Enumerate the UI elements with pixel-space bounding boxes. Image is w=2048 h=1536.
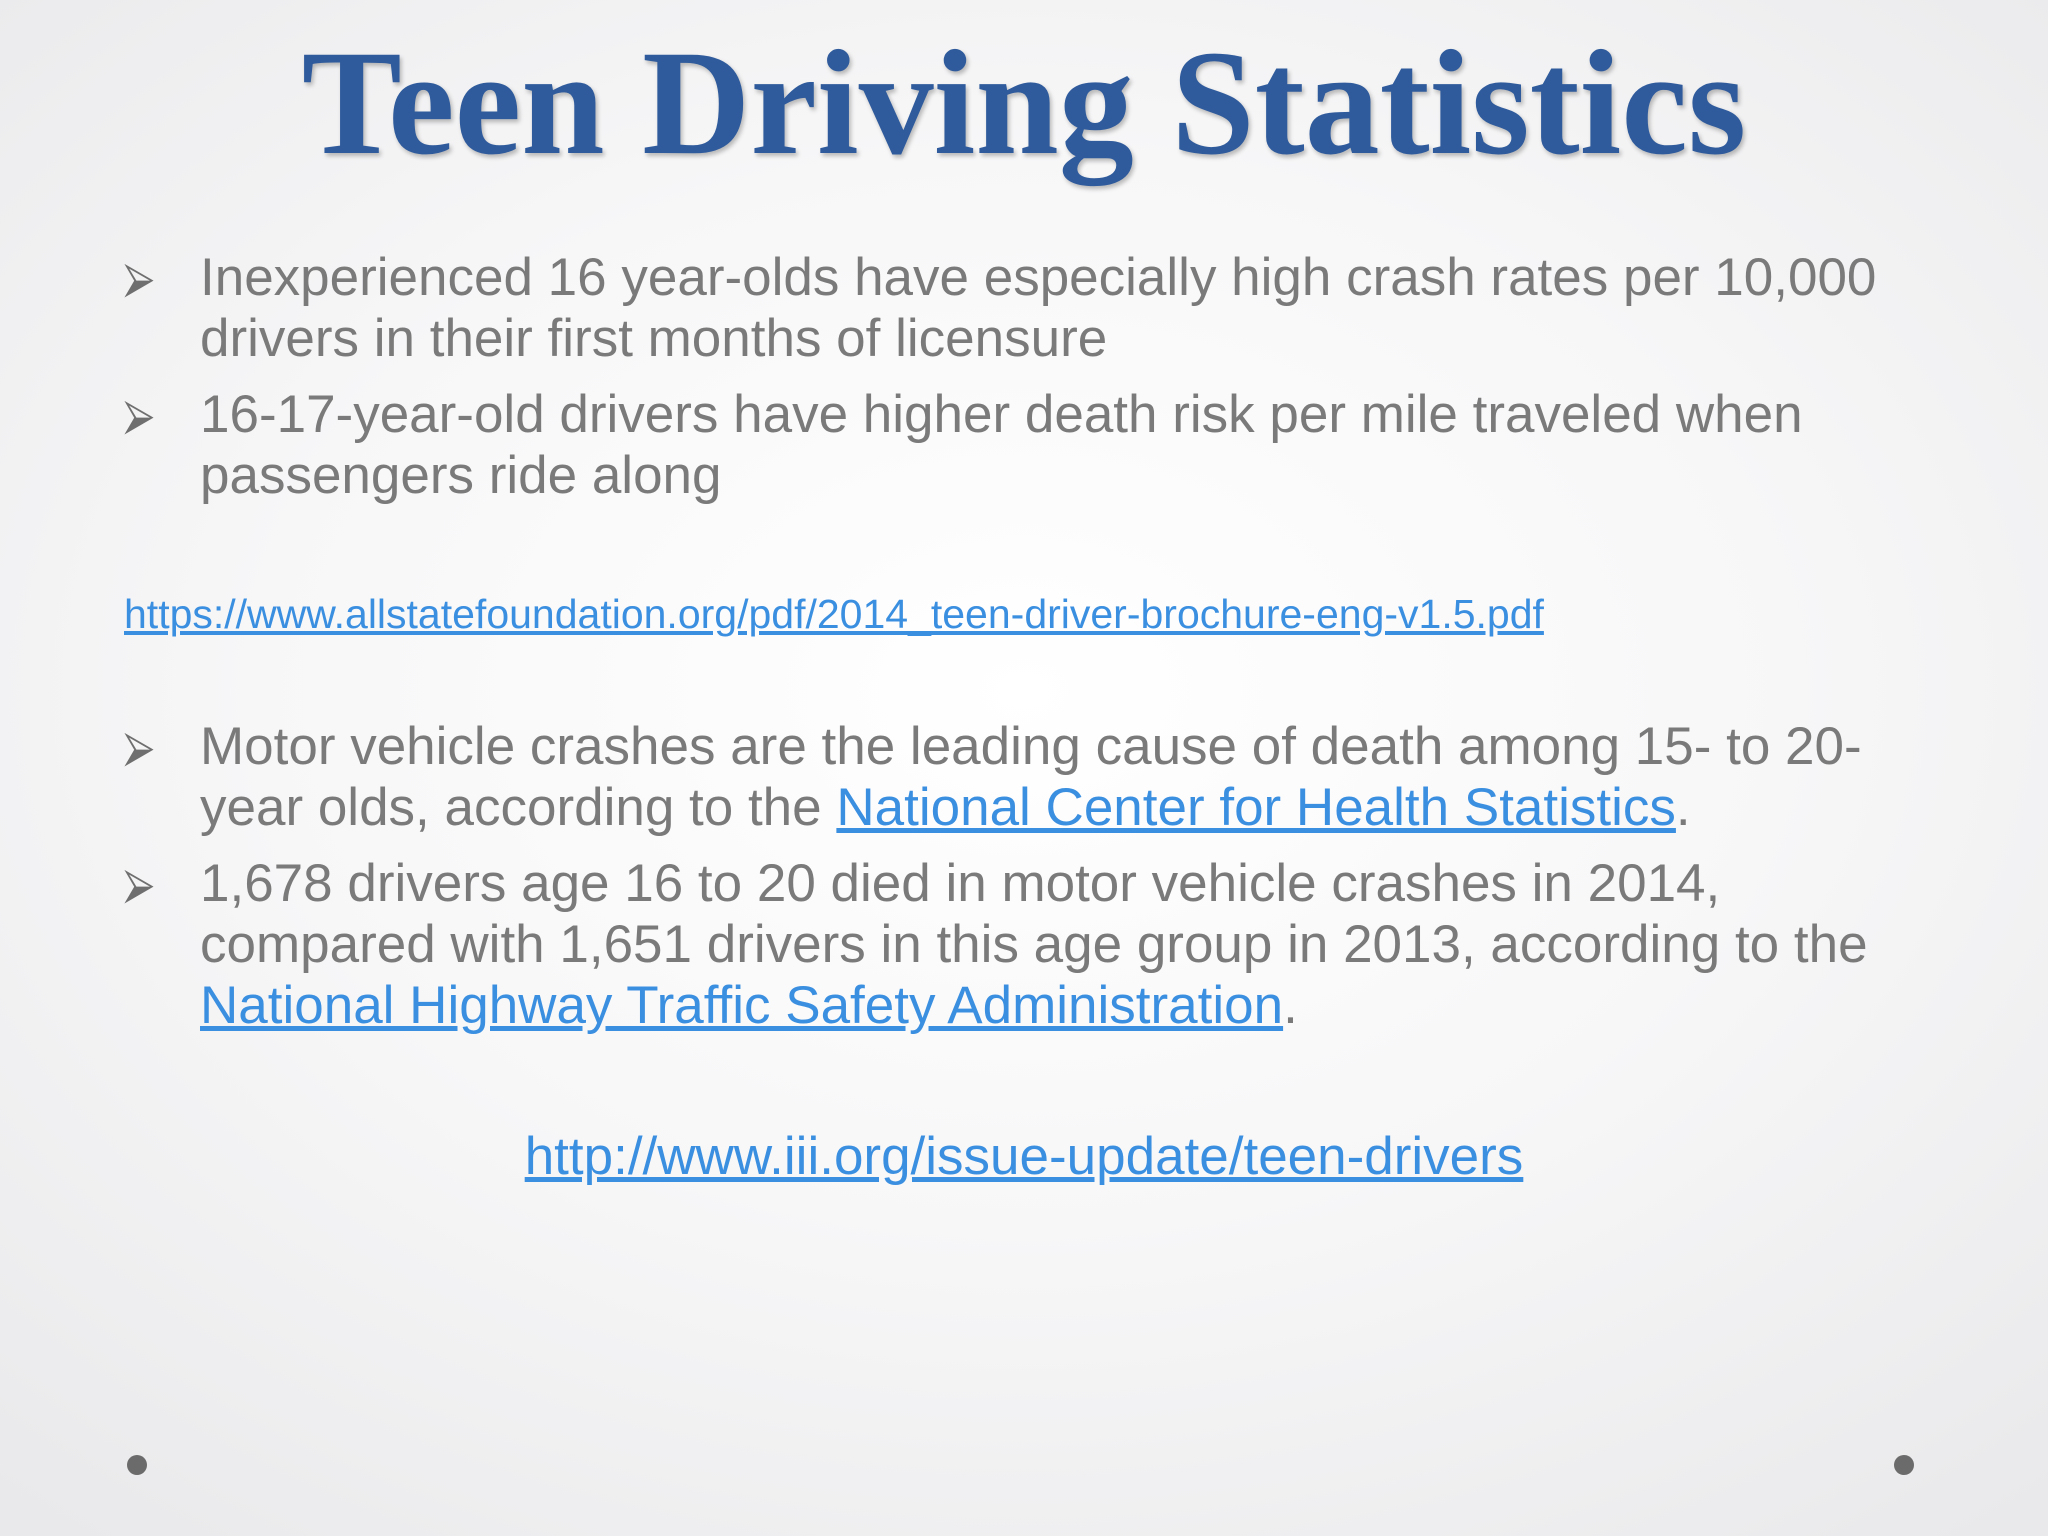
slide-title: Teen Driving Statistics [301,20,1747,186]
bullet-text: 16-17-year-old drivers have higher death risk per mile traveled when passengers ride along [200,385,1803,505]
arrow-bullet-icon: ⮚ [124,254,154,301]
bullet-item [124,247,1944,369]
decorative-dot-right [1894,1455,1914,1475]
bullet-text: 1,678 drivers age 16 to 20 died in motor vehicle crashes in 2014, compared with 1,651 drivers in this age group in 2013, according to the [200,854,1868,974]
arrow-bullet-icon: ⮚ [124,860,154,907]
source-line-iii [0,1126,2048,1187]
bullet-text-end: . [1675,778,1691,837]
source-link-allstate[interactable]: https://www.allstatefoundation.org/pdf/2014_teen-driver-brochure-eng-v1.5.pdf [124,591,1544,637]
source-link-iii[interactable]: http://www.iii.org/issue-update/teen-drivers [524,1127,1524,1186]
bullet-text: Inexperienced 16 year-olds have especially high crash rates per 10,000 drivers in their first months of licensure [200,248,1877,368]
bullet-item [124,384,1944,506]
bullet-text-end: . [1283,976,1298,1035]
bullet-text: Motor vehicle crashes are the leading cause of death among 15- to 20-year olds, according to the [200,717,1862,837]
arrow-bullet-icon: ⮚ [124,391,154,438]
link-nchs[interactable]: National Center for Health Statistics [836,778,1676,837]
bullet-item [124,853,1944,1036]
decorative-dot-left [127,1455,147,1475]
bullet-list-1 [124,247,1944,521]
bullet-list-2 [124,716,1944,1051]
bullet-item [124,716,1944,838]
link-nhtsa[interactable]: National Highway Traffic Safety Administration [200,976,1284,1035]
arrow-bullet-icon: ⮚ [124,723,154,770]
